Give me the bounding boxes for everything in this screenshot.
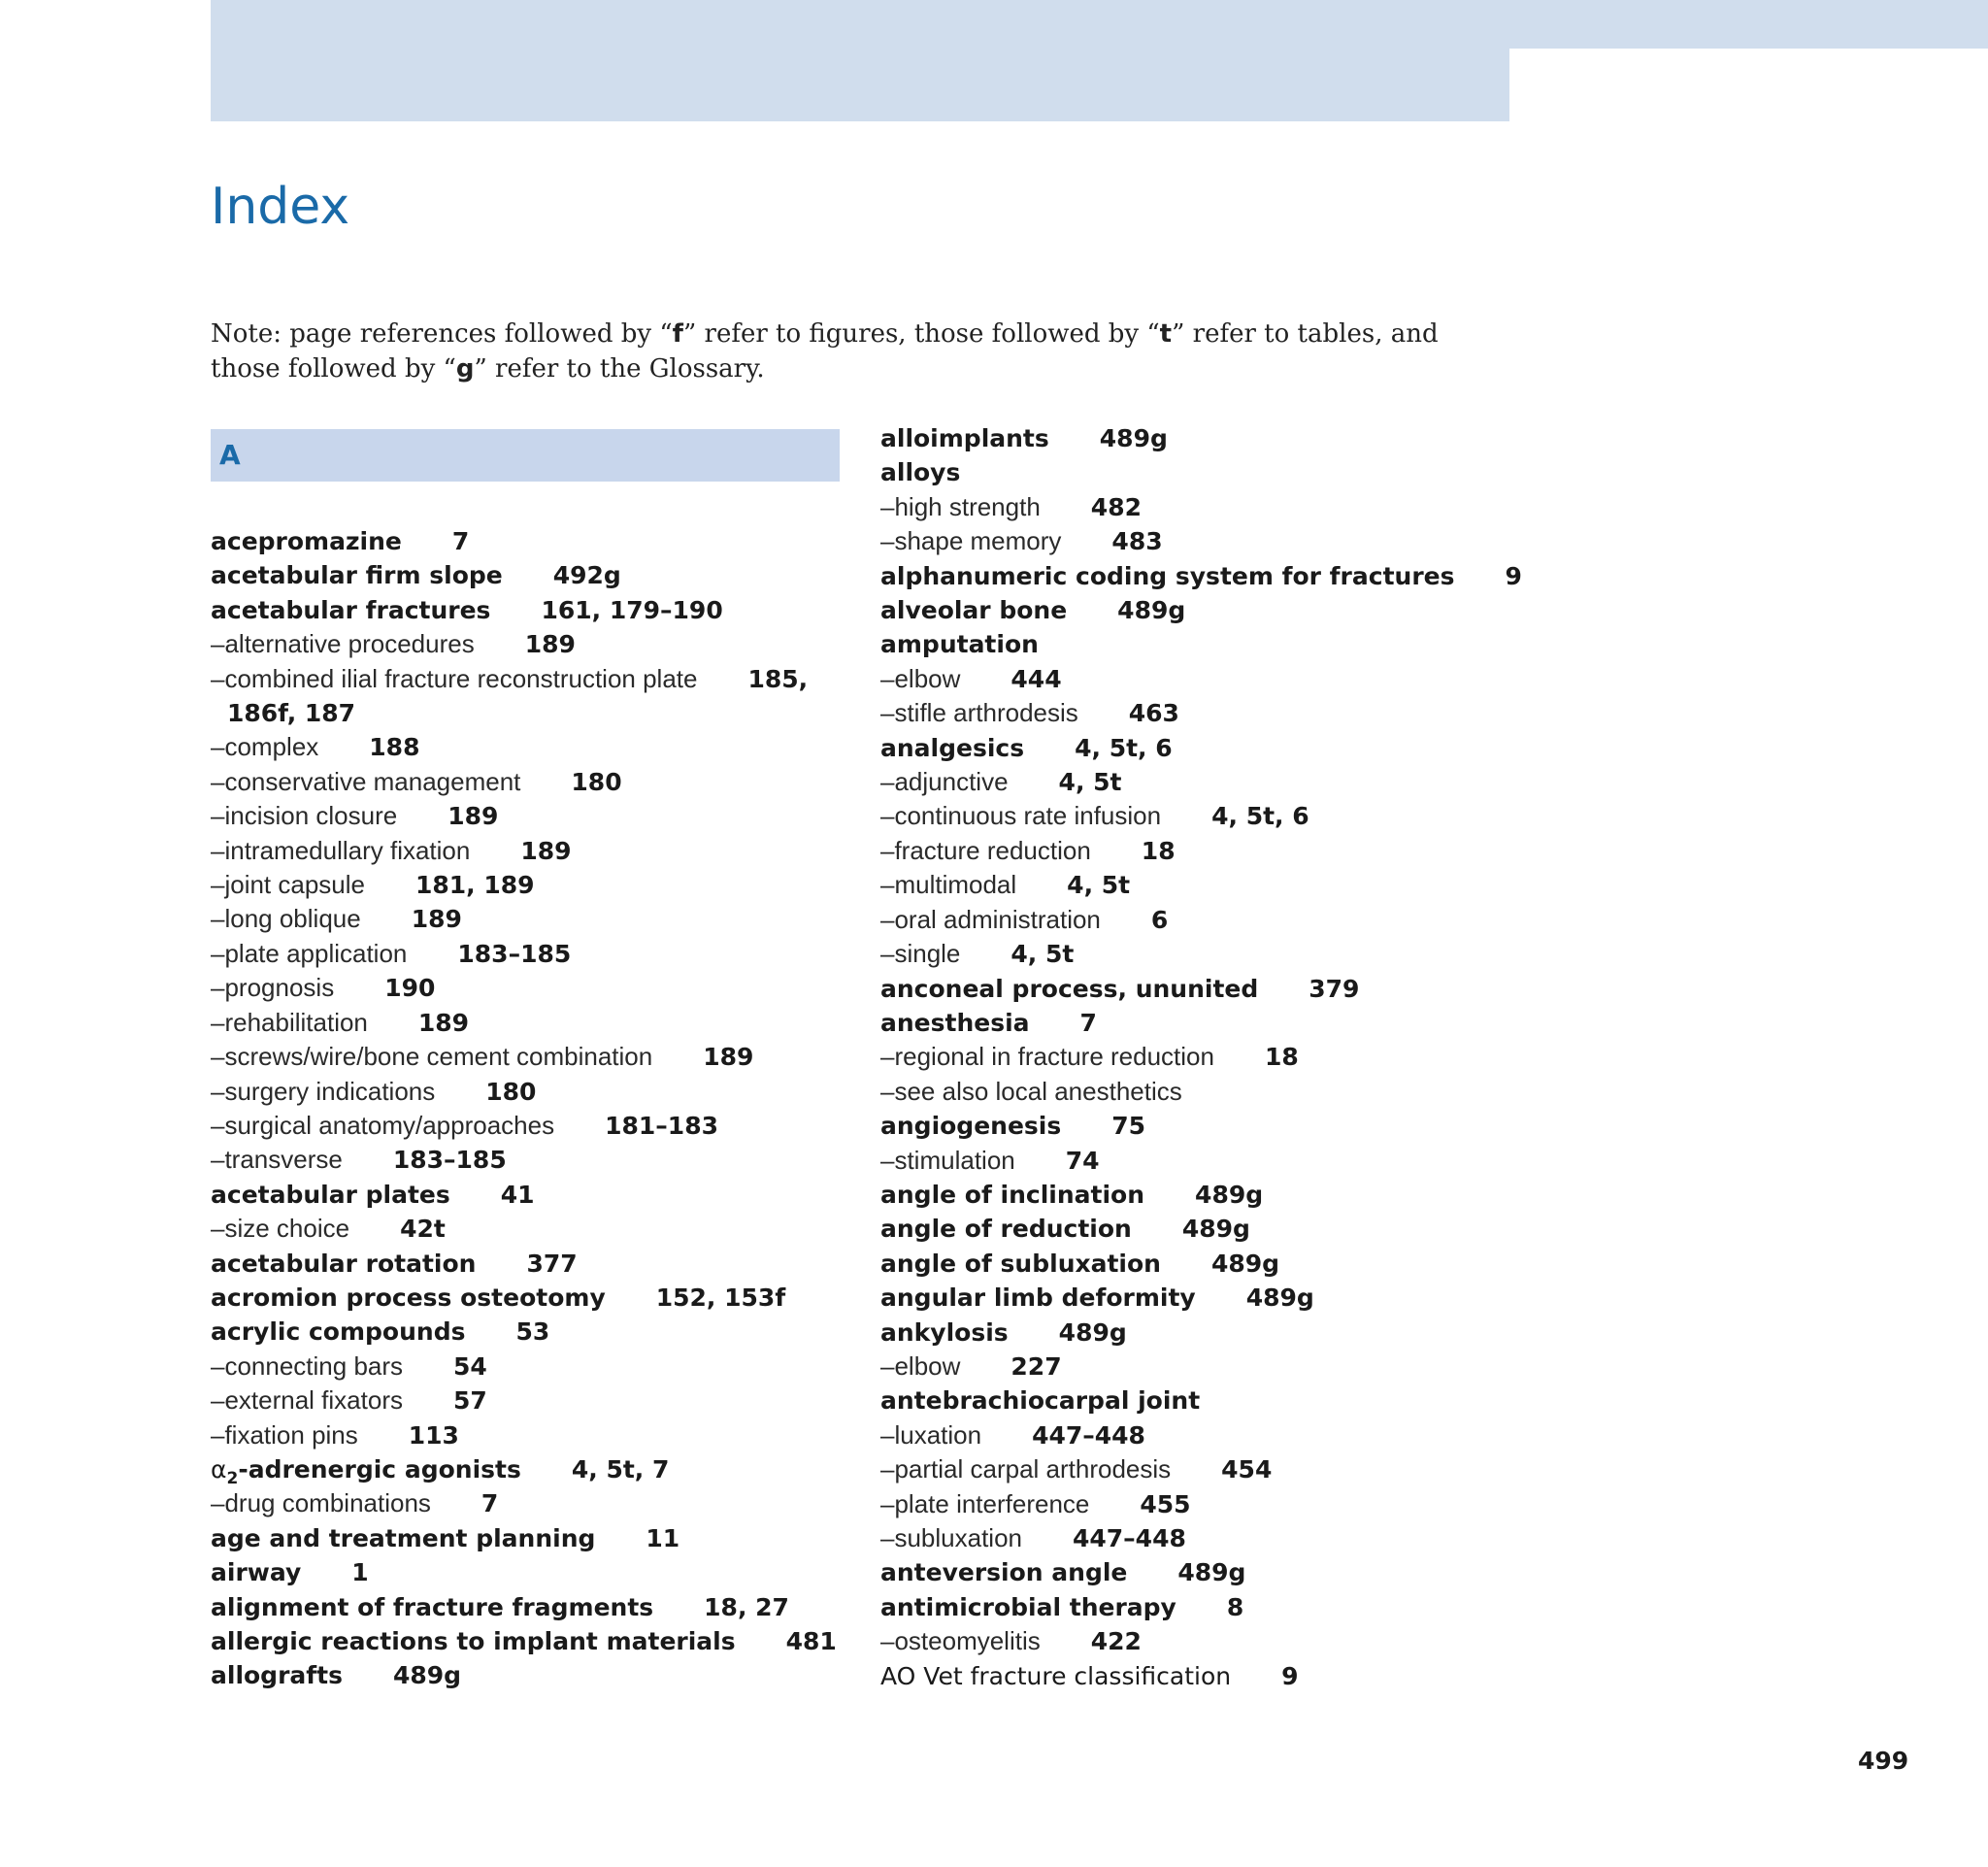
index-column-left: [211, 524, 842, 1693]
index-entry: [880, 765, 1502, 799]
index-term: –stifle arthrodesis: [880, 698, 1078, 728]
index-entry: [880, 1212, 1502, 1246]
index-entry: [211, 765, 842, 799]
index-pages: 4, 5t: [1067, 871, 1131, 900]
index-term: angle of inclination: [880, 1180, 1145, 1209]
index-term: –long oblique: [211, 904, 361, 934]
index-term: –partial carpal arthrodesis: [880, 1454, 1172, 1484]
index-pages: 189: [411, 905, 462, 934]
index-entry: [211, 1624, 842, 1658]
note-text-1: Note: page references followed by “: [211, 319, 673, 349]
index-pages: 4, 5t: [1058, 768, 1122, 797]
header-band: [211, 0, 1509, 121]
index-term: alloys: [880, 458, 961, 487]
index-entry: [211, 1212, 842, 1246]
index-entry: [880, 1247, 1502, 1281]
index-entry: [211, 1281, 842, 1315]
index-pages: 9: [1505, 561, 1522, 590]
index-term: alveolar bone: [880, 596, 1068, 625]
index-term: age and treatment planning: [211, 1523, 596, 1552]
index-entry: [880, 1487, 1502, 1521]
index-term: –intramedullary fixation: [211, 835, 471, 865]
index-term: –stimulation: [880, 1145, 1015, 1175]
index-pages: 1: [351, 1558, 369, 1587]
index-pages: 181, 189: [415, 871, 535, 900]
index-entry: [211, 1590, 842, 1624]
index-entry: [211, 1040, 842, 1074]
index-term: AO Vet fracture classification: [880, 1661, 1232, 1690]
index-entry: [211, 799, 842, 833]
index-pages-continued: 186f, 187: [227, 699, 356, 728]
index-entry: [880, 937, 1502, 971]
index-term: –screws/wire/bone cement combination: [211, 1042, 653, 1072]
index-entry: [880, 1590, 1502, 1624]
index-term: [211, 1454, 521, 1488]
index-pages: 379: [1309, 974, 1360, 1003]
index-entry: [211, 1247, 842, 1281]
index-term: alphanumeric coding system for fractures: [880, 561, 1455, 590]
index-pages: 483: [1111, 527, 1163, 556]
index-entry: [880, 1418, 1502, 1452]
index-pages: 4, 5t: [1011, 940, 1075, 969]
index-term: –prognosis: [211, 973, 335, 1003]
index-term: amputation: [880, 630, 1039, 659]
note-text-2: ” refer to figures, those followed by “: [682, 319, 1160, 349]
index-term: antimicrobial therapy: [880, 1592, 1176, 1621]
index-entry: [880, 1006, 1502, 1040]
section-letter: A: [219, 439, 241, 471]
index-entry: [880, 1144, 1502, 1178]
index-entry: [211, 971, 842, 1005]
index-term: anesthesia: [880, 1008, 1030, 1037]
index-pages: 492g: [552, 561, 621, 590]
index-term: acetabular fractures: [211, 595, 491, 624]
index-pages: 447–448: [1032, 1420, 1145, 1450]
index-entry: [211, 1109, 842, 1143]
index-pages: 113: [408, 1420, 459, 1450]
index-term: –plate interference: [880, 1488, 1090, 1518]
index-term: –elbow: [880, 663, 961, 693]
index-pages: 185,: [747, 664, 809, 693]
index-term: –external fixators: [211, 1385, 403, 1416]
index-term: –see also local anesthetics: [880, 1076, 1182, 1106]
index-pages: 4, 5t, 6: [1211, 802, 1309, 831]
index-entry: [880, 972, 1502, 1006]
index-entry: [880, 1281, 1502, 1315]
index-term: –combined ilial fracture reconstruction plate: [211, 663, 698, 693]
index-term: –rehabilitation: [211, 1007, 368, 1037]
index-entry: [211, 1521, 842, 1555]
index-pages: 227: [1011, 1351, 1062, 1381]
index-term: –conservative management: [211, 766, 521, 796]
index-pages: 489g: [1245, 1284, 1314, 1313]
index-entry: [211, 1555, 842, 1589]
index-entry: [880, 1521, 1502, 1555]
index-term: acetabular firm slope: [211, 561, 503, 590]
index-pages: 444: [1011, 664, 1062, 693]
index-term: alloimplants: [880, 424, 1049, 452]
index-entry: [211, 868, 842, 902]
index-entry: [211, 1315, 842, 1349]
header-band-strip: [1509, 0, 1988, 49]
index-entry: [880, 1624, 1502, 1658]
index-entry: [880, 799, 1502, 833]
index-entry: [880, 1659, 1502, 1693]
index-pages: 489g: [1181, 1215, 1250, 1244]
index-pages: 9: [1281, 1661, 1299, 1690]
index-entry: [211, 902, 842, 936]
index-pages: 57: [452, 1386, 487, 1416]
index-term: –surgical anatomy/approaches: [211, 1110, 555, 1140]
index-entry: [211, 1006, 842, 1040]
index-term: –subluxation: [880, 1523, 1022, 1552]
index-entry: [880, 834, 1502, 868]
index-pages: 161, 179–190: [541, 595, 723, 624]
index-term: –fixation pins: [211, 1419, 358, 1450]
index-term: acromion process osteotomy: [211, 1283, 606, 1312]
index-term: –single: [880, 939, 961, 969]
index-entry: [211, 1418, 842, 1452]
index-term: –complex: [211, 732, 319, 762]
index-pages: 18: [1141, 836, 1176, 865]
index-term: –adjunctive: [880, 767, 1009, 797]
index-entry: [211, 1452, 842, 1486]
index-pages: 481: [785, 1627, 837, 1655]
index-term: acetabular rotation: [211, 1249, 477, 1278]
index-pages: 189: [524, 630, 576, 659]
index-term: –surgery indications: [211, 1076, 436, 1106]
index-pages: 489g: [1195, 1180, 1264, 1209]
index-entry: [211, 558, 842, 592]
index-entry: [880, 1040, 1502, 1074]
note-t: t: [1159, 319, 1173, 349]
index-pages: 189: [417, 1008, 470, 1037]
index-term: –regional in fracture reduction: [880, 1042, 1214, 1072]
index-pages: 41: [500, 1180, 535, 1209]
index-entry: [880, 1109, 1502, 1143]
index-pages: 53: [515, 1317, 550, 1347]
index-note: [211, 317, 1502, 386]
index-pages: 74: [1065, 1146, 1100, 1175]
index-pages: 18: [1264, 1043, 1299, 1072]
index-entry: [880, 524, 1502, 558]
index-entry: [880, 593, 1502, 627]
index-pages: 4, 5t, 6: [1075, 733, 1173, 762]
index-pages: 489g: [1117, 596, 1186, 625]
index-entry: [880, 903, 1502, 937]
index-term: –alternative procedures: [211, 629, 475, 659]
index-entry: [211, 1075, 842, 1109]
index-entry: [211, 1178, 842, 1212]
index-pages: 489g: [1099, 424, 1168, 452]
index-term: acrylic compounds: [211, 1317, 466, 1347]
index-pages: 189: [520, 836, 572, 865]
index-pages: 447–448: [1073, 1524, 1186, 1552]
index-entry: [211, 834, 842, 868]
index-entry: [880, 1350, 1502, 1384]
index-term: –osteomyelitis: [880, 1626, 1041, 1656]
index-term: acetabular plates: [211, 1180, 450, 1209]
index-pages: 189: [447, 802, 499, 831]
index-entry: [880, 1384, 1502, 1417]
index-pages: 42t: [400, 1215, 446, 1244]
index-pages: 75: [1111, 1112, 1146, 1141]
note-text-4: ” refer to the Glossary.: [474, 354, 765, 383]
index-pages: 190: [384, 974, 436, 1003]
index-entry: [211, 593, 842, 627]
index-term: –size choice: [211, 1214, 350, 1244]
index-pages: 377: [526, 1249, 578, 1278]
index-term: –plate application: [211, 938, 408, 968]
index-term: angiogenesis: [880, 1112, 1062, 1141]
note-text-3: ” refer to tables, and those followed by “: [211, 319, 1439, 383]
index-pages: 489g: [393, 1661, 462, 1690]
index-term: angular limb deformity: [880, 1284, 1196, 1313]
index-term: analgesics: [880, 733, 1025, 762]
index-term: anconeal process, ununited: [880, 974, 1259, 1003]
index-entry: [211, 662, 842, 731]
index-pages: 489g: [1177, 1558, 1246, 1587]
page-number: 499: [1858, 1747, 1909, 1775]
index-entry: [211, 730, 842, 764]
index-entry: [880, 868, 1502, 902]
index-pages: 183–185: [392, 1146, 507, 1175]
index-entry: [880, 662, 1502, 696]
index-pages: 189: [703, 1043, 754, 1072]
index-entry: [880, 1452, 1502, 1486]
index-entry: [880, 696, 1502, 730]
index-pages: 7: [451, 527, 470, 555]
index-entry: [211, 1658, 842, 1692]
index-entry: [880, 1178, 1502, 1212]
index-term: –oral administration: [880, 904, 1101, 934]
index-entry: [880, 627, 1502, 661]
index-pages: 183–185: [457, 939, 572, 968]
index-term: airway: [211, 1558, 302, 1587]
index-pages: 422: [1090, 1627, 1142, 1656]
index-term: –incision closure: [211, 801, 398, 831]
index-column-right: [880, 421, 1522, 1693]
index-term: –drug combinations: [211, 1488, 431, 1518]
index-term: alignment of fracture fragments: [211, 1592, 654, 1621]
index-pages: 188: [369, 733, 420, 762]
index-entry: [880, 559, 1522, 593]
index-term: acepromazine: [211, 527, 402, 555]
index-pages: 7: [1079, 1008, 1097, 1037]
index-entry: [211, 627, 842, 661]
index-pages: 454: [1221, 1455, 1273, 1484]
index-pages: 180: [485, 1077, 537, 1106]
index-term: ankylosis: [880, 1317, 1009, 1347]
index-pages: 18, 27: [704, 1592, 789, 1621]
term-prefix: α: [211, 1454, 227, 1484]
index-entry: [880, 455, 1502, 489]
index-pages: 54: [453, 1351, 487, 1381]
term-text: -adrenergic agonists: [238, 1454, 521, 1484]
index-entry: [880, 1316, 1502, 1350]
index-entry: [880, 1075, 1502, 1109]
index-entry: [211, 1350, 842, 1384]
index-entry: [880, 421, 1502, 455]
section-header-a: [211, 429, 840, 482]
index-pages: 7: [480, 1489, 499, 1518]
index-pages: 489g: [1058, 1317, 1127, 1347]
index-entry: [880, 490, 1502, 524]
index-term: anteversion angle: [880, 1558, 1128, 1587]
index-entry: [211, 1384, 842, 1417]
index-term: –connecting bars: [211, 1350, 404, 1381]
index-entry: [211, 1143, 842, 1177]
index-term: –joint capsule: [211, 870, 365, 900]
note-g: g: [455, 354, 475, 383]
note-f: f: [672, 319, 683, 349]
index-pages: 4, 5t, 7: [571, 1454, 670, 1484]
index-pages: 8: [1226, 1592, 1244, 1621]
index-term: –multimodal: [880, 870, 1017, 900]
page-title: Index: [211, 178, 350, 236]
term-subscript: 2: [226, 1468, 239, 1488]
index-entry: [880, 1555, 1502, 1589]
index-term: angle of subluxation: [880, 1249, 1161, 1278]
index-term: –elbow: [880, 1350, 961, 1381]
index-term: allergic reactions to implant materials: [211, 1627, 736, 1655]
index-pages: 11: [646, 1523, 680, 1552]
index-entry: [880, 731, 1502, 765]
index-entry: [211, 1486, 842, 1520]
index-entry: [211, 524, 842, 558]
index-entry: [211, 937, 842, 971]
index-term: –transverse: [211, 1145, 343, 1175]
index-term: –shape memory: [880, 526, 1062, 556]
index-pages: 489g: [1210, 1249, 1280, 1278]
index-term: angle of reduction: [880, 1215, 1132, 1244]
index-pages: 482: [1090, 492, 1142, 521]
index-term: –high strength: [880, 491, 1041, 521]
index-pages: 6: [1150, 905, 1169, 934]
index-term: –luxation: [880, 1419, 982, 1450]
index-term: antebrachiocarpal joint: [880, 1386, 1201, 1416]
index-pages: 463: [1128, 699, 1179, 728]
index-term: –continuous rate infusion: [880, 801, 1162, 831]
index-pages: 455: [1140, 1489, 1191, 1518]
index-pages: 152, 153f: [655, 1283, 786, 1312]
index-pages: 181–183: [605, 1111, 718, 1140]
index-term: allografts: [211, 1661, 343, 1690]
index-term: –fracture reduction: [880, 835, 1091, 865]
index-pages: 180: [571, 767, 622, 796]
